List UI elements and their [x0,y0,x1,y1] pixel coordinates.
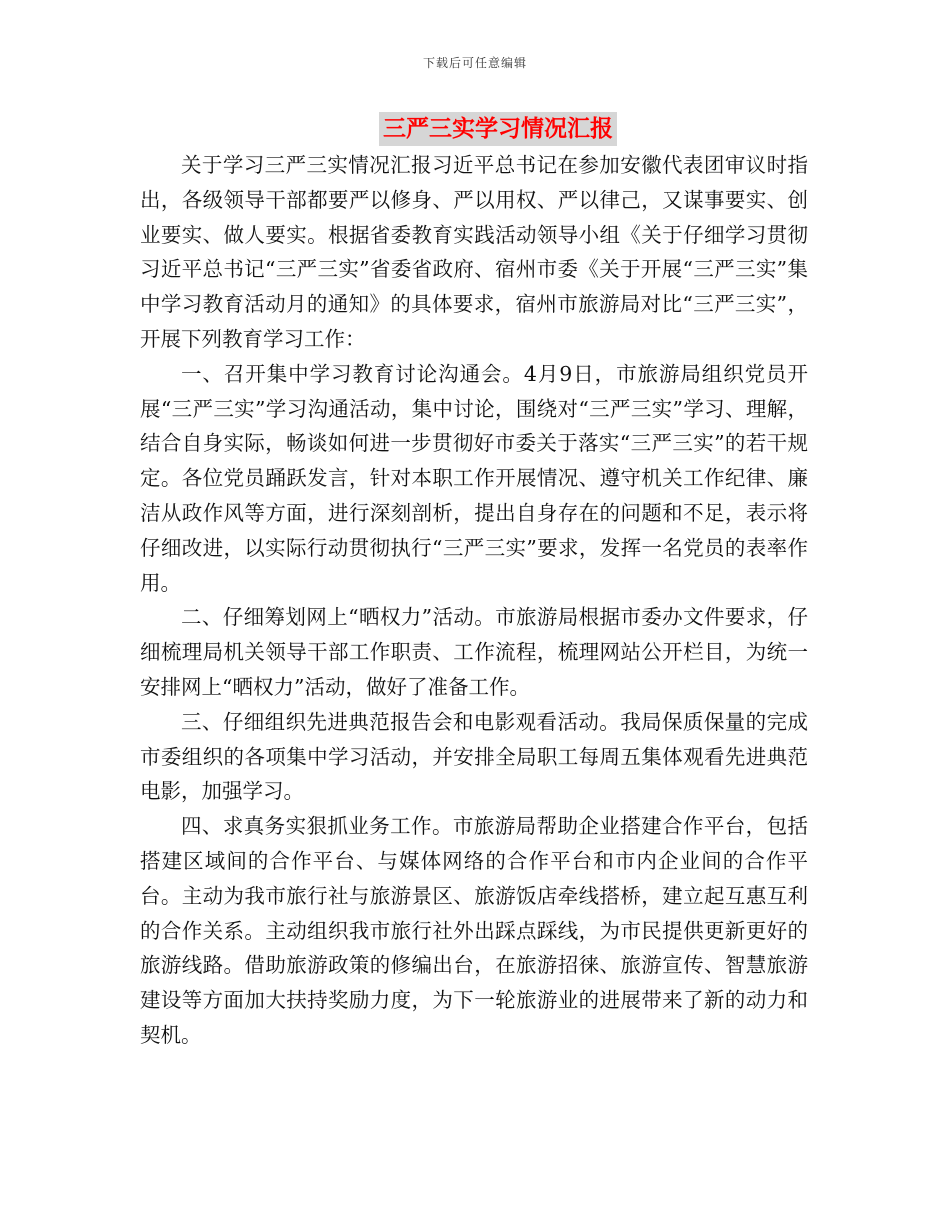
section-two-paragraph: 二、仔细筹划网上“晒权力”活动。市旅游局根据市委办文件要求，仔细梳理局机关领导干部工作职责、工作流程，梳理网站公开栏目，为统一安排网上“晒权力”活动，做好了准备工作。 [140,605,808,699]
header-note: 下载后可任意编辑 [422,56,527,70]
section-four-paragraph: 四、求真务实狠抓业务工作。市旅游局帮助企业搭建合作平台，包括搭建区域间的合作平台、与媒体网络的合作平台和市内企业间的合作平台。主动为我市旅行社与旅游景区、旅游饭店牵线搭桥，建立起互惠互利的合作关系。主动组织我市旅行社外出踩点踩线，为市民提供更新更好的旅游线路。借助旅游政策的修编出台，在旅游招徕、旅游宣传、智慧旅游建设等方面加大扶持奖励力度，为下一轮旅游业的进展带来了新的动力和契机。 [140,814,808,1047]
intro-paragraph: 关于学习三严三实情况汇报习近平总书记在参加安徽代表团审议时指出，各级领导干部都要严以修身、严以用权、严以律己，又谋事要实、创业要实、做人要实。根据省委教育实践活动领导小组《关于仔细学习贯彻习近平总书记“三严三实”省委省政府、宿州市委《关于开展“三严三实”集中学习教育活动月的通知》的具体要求，宿州市旅游局对比“三严三实”，开展下列教育学习工作： [140,153,808,351]
document-title: 三严三实学习情况汇报 [379,112,617,146]
title-container [0,112,950,146]
section-three-paragraph: 三、仔细组织先进典范报告会和电影观看活动。我局保质保量的完成市委组织的各项集中学习活动，并安排全局职工每周五集体观看先进典范电影，加强学习。 [140,709,808,804]
section-one-paragraph: 一、召开集中学习教育讨论沟通会。4月9日，市旅游局组织党员开展“三严三实”学习沟通活动，集中讨论，围绕对“三严三实”学习、理解，结合自身实际，畅谈如何进一步贯彻好市委关于落实“三严三实”的若干规定。各位党员踊跃发言，针对本职工作开展情况、遵守机关工作纪律、廉洁从政作风等方面，进行深刻剖析，提出自身存在的问题和不足，表示将仔细改进，以实际行动贯彻执行“三严三实”要求，发挥一名党员的表率作用。 [140,361,808,595]
document-body [140,148,808,1053]
